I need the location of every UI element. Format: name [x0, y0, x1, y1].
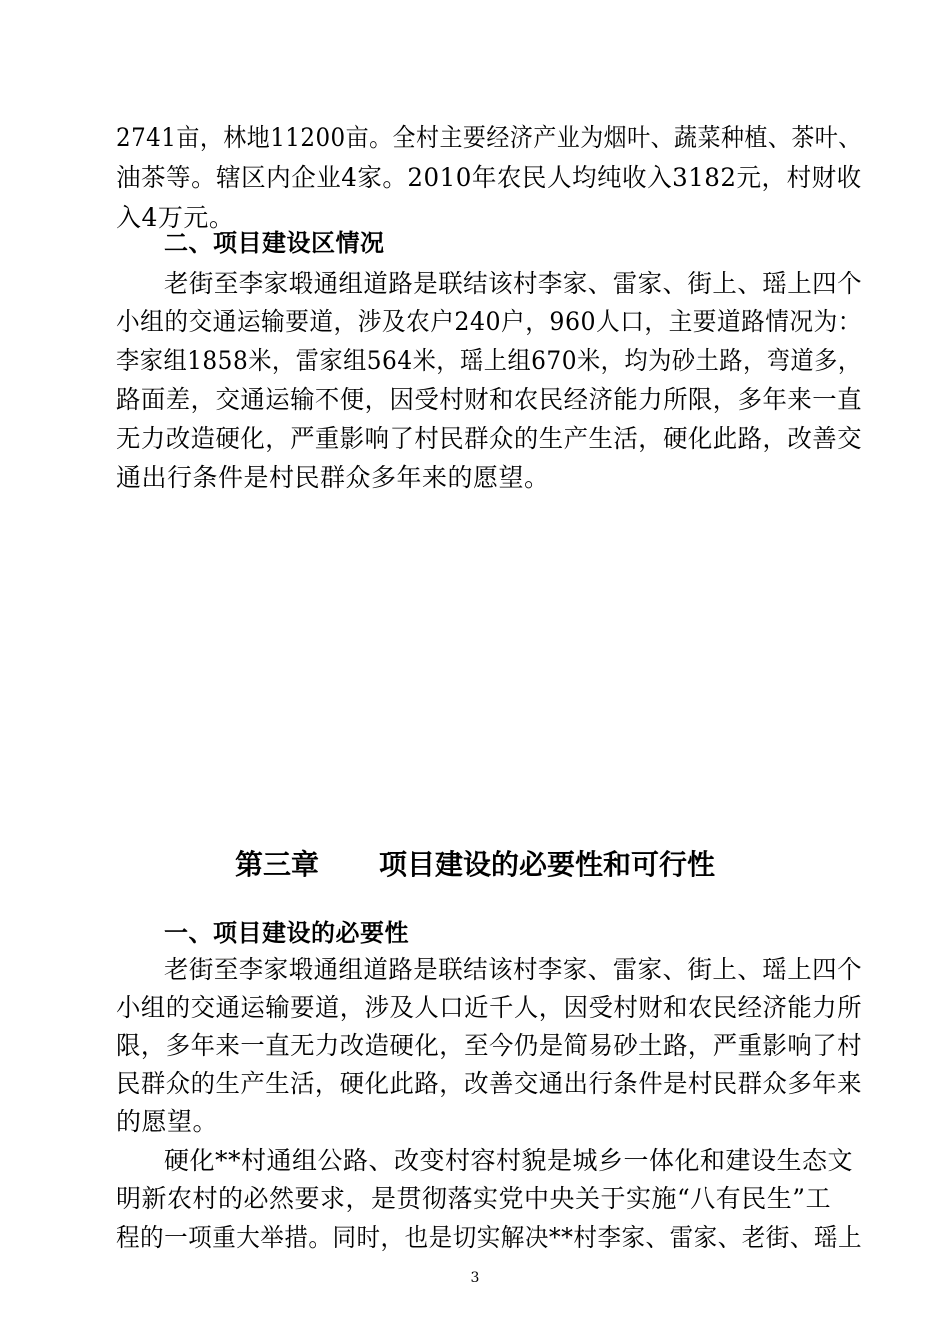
- paragraph-line: 明新农村的必然要求，是贯彻落实党中央关于实施“八有民生”工: [116, 1184, 832, 1213]
- paragraph-line: 老街至李家塅通组道路是联结该村李家、雷家、街上、瑶上四个: [164, 955, 863, 984]
- chapter-title: [0, 840, 950, 890]
- paragraph-line: 油茶等。辖区内企业4家。2010年农民人均纯收入3182元，村财收: [116, 163, 862, 192]
- paragraph-line: 小组的交通运输要道，涉及农户240户，960人口，主要道路情况为：: [116, 307, 862, 336]
- chapter-number: 第三章: [234, 848, 319, 881]
- paragraph-line: 李家组1858米，雷家组564米，瑶上组670米，均为砂土路，弯道多，: [116, 346, 862, 375]
- paragraph-line: 路面差，交通运输不便，因受村财和农民经济能力所限，多年来一直: [116, 385, 863, 414]
- paragraph-line: 的愿望。: [116, 1107, 219, 1136]
- section-heading: 一、项目建设的必要性: [164, 919, 409, 947]
- paragraph-line: 程的一项重大举措。同时，也是切实解决**村李家、雷家、老街、瑶上: [116, 1223, 863, 1252]
- paragraph-line: 入4万元。: [116, 203, 235, 232]
- paragraph-line: 民群众的生产生活，硬化此路，改善交通出行条件是村民群众多年来: [116, 1069, 863, 1098]
- section-heading: 二、项目建设区情况: [164, 229, 385, 257]
- paragraph-line: 限，多年来一直无力改造硬化，至今仍是简易砂土路，严重影响了村: [116, 1031, 863, 1060]
- paragraph-line: 通出行条件是村民群众多年来的愿望。: [116, 463, 550, 492]
- paragraph-line: 无力改造硬化，严重影响了村民群众的生产生活，硬化此路，改善交: [116, 424, 863, 453]
- page-number: 3: [470, 1270, 480, 1286]
- paragraph-line: 2741亩，林地11200亩。全村主要经济产业为烟叶、蔬菜种植、茶叶、: [116, 123, 862, 152]
- paragraph-line: 小组的交通运输要道，涉及人口近千人，因受村财和农民经济能力所: [116, 993, 863, 1022]
- paragraph-line: 老街至李家塅通组道路是联结该村李家、雷家、街上、瑶上四个: [164, 269, 863, 298]
- paragraph-line: 硬化**村通组公路、改变村容村貌是城乡一体化和建设生态文: [164, 1146, 854, 1175]
- chapter-name: 项目建设的必要性和可行性: [379, 848, 716, 881]
